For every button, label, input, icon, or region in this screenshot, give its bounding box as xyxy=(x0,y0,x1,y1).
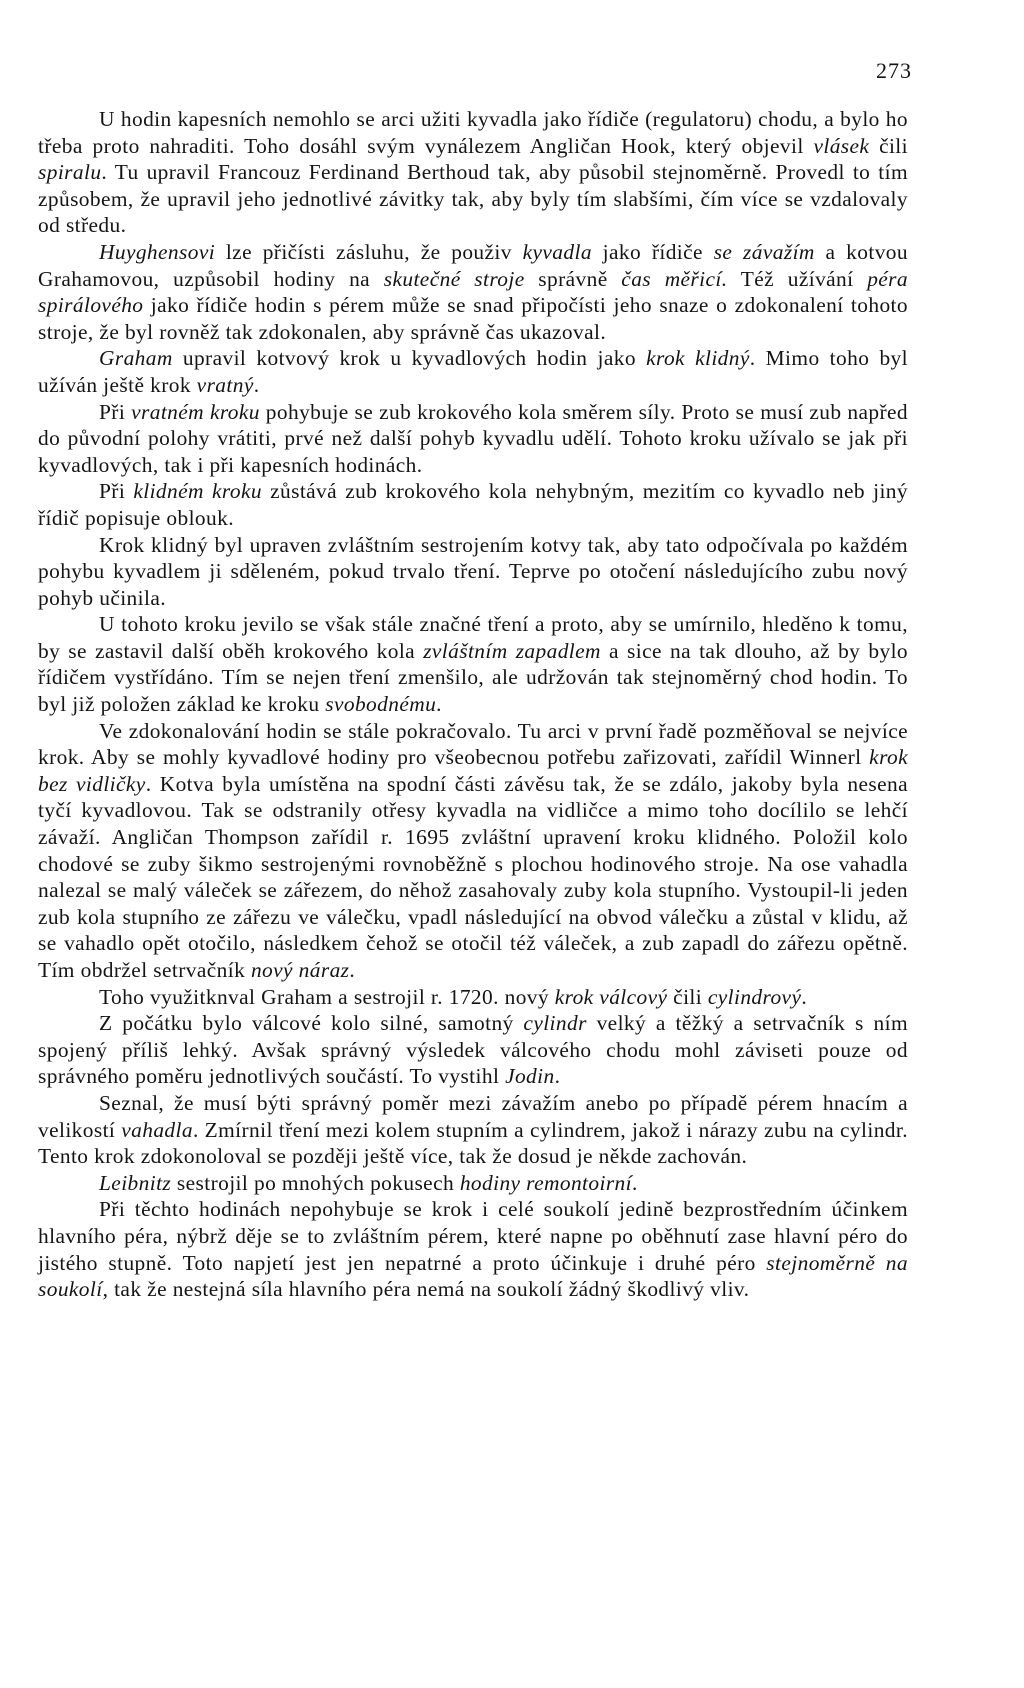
paragraph-text: čili xyxy=(667,984,708,1009)
paragraph-text: . xyxy=(253,372,260,397)
paragraph-text: . Kotva byla umístěna na spodní části závěsu tak, že se zdálo, jakoby byla nesena tyčí kyvadlovou. Tak se odstranily otřesy kyvadla na vidličce a mimo toho docílilo se lehčí závaží. Angličan Thompson zařídil r. 1695 zvláštní upravení kroku klidného. Položil kolo chodové se zuby šikmo sestrojenými rovnoběžně s plochou hodinového stroje. Na ose vahadla nalezal se malý váleček se zářezem, do něhož zasahovaly zuby kola stupního. Vystoupil-li jeden zub kola stupního ze zářezu ve válečku, vpadl následující na obvod válečku a zůstal v klidu, až se vahadlo opět otočilo, následkem čehož se otočil též váleček, a zub zapadl do zářezu opětně. Tím obdržel setrvačník xyxy=(38,771,908,982)
emphasis-text: krok bez vidličky xyxy=(38,745,908,796)
paragraph-text: správně xyxy=(524,266,622,291)
emphasis-text: nový náraz xyxy=(250,958,350,982)
para-valcovy-krok xyxy=(38,984,908,1011)
paragraph-text: . Zmírnil tření mezi kolem stupním a cylindrem, jakož i nárazy zubu na cylindr. Tento krok zdokonoloval se později ještě více, tak že dosud je někde zachován. xyxy=(38,1117,908,1169)
paragraph-text: . xyxy=(436,692,442,717)
emphasis-text: hodiny remontoirní xyxy=(459,1170,632,1195)
para-graham xyxy=(38,345,908,398)
emphasis-text: Huyghensovi xyxy=(99,239,216,264)
emphasis-text: skutečné stroje xyxy=(383,266,525,291)
paragraph-text: U tohoto kroku jevilo se však stále značné tření a proto, aby se umírnilo, hleděno k tomu, by se zastavil další oběh krokového kola xyxy=(38,612,908,663)
para-zdokonalovani xyxy=(38,718,908,984)
paragraph-text: . Tu upravil Francouz Ferdinand Berthoud tak, aby působil stejnoměrně. Provedl to tím způsobem, že upravil jeho jednotlivé závitky tak, aby byly tím slabšími, čím více se vzdalovaly od středu. xyxy=(38,160,908,238)
emphasis-text: péra spirálového xyxy=(38,266,908,318)
body-text xyxy=(38,106,908,1303)
paragraph-text: sestrojil po mnohých pokusech xyxy=(171,1170,460,1195)
emphasis-text: se závažím xyxy=(713,239,815,264)
emphasis-text: krok válcový xyxy=(554,984,668,1009)
emphasis-text: krok klidný xyxy=(646,346,750,371)
paragraph-text: Seznal, že musí býti správný poměr mezi závažím anebo po případě pérem hnacím a velikostí xyxy=(38,1090,908,1142)
paragraph-text: Při těchto hodinách nepohybuje se krok i celé soukolí jedině bezprostředním účinkem hlavního péra, nýbrž děje se to zvláštním pérem, které napne po oběhnutí zase hlavní péro do jistého stupně. Toto napjetí jest jen nepatrné a proto účinkuje i druhé péro xyxy=(38,1197,908,1275)
paragraph-text: lze přičísti zásluhu, že použiv xyxy=(215,239,523,264)
emphasis-text: vahadla xyxy=(121,1117,193,1142)
paragraph-text: zůstává zub krokového kola nehybným, mezitím co kyvadlo neb jiný řídič popisuje oblouk. xyxy=(38,479,908,530)
paragraph-text: jako řídiče hodin s pérem může se snad připočísti jeho snaze o zdokonalení tohoto stroje, že byl rovněž tak zdokonalen, aby správně čas ukazoval. xyxy=(38,293,908,344)
paragraph-text: Při xyxy=(99,399,132,424)
paragraph-text: a sice na tak dlouho, až by bylo řídičem vystřídáno. Tím se nejen tření zmenšilo, ale udržován tak stejnoměrný chod hodin. To byl již položen základ ke kroku xyxy=(38,638,909,717)
emphasis-text: Leibnitz xyxy=(99,1170,172,1195)
paragraph-text: jako řídiče xyxy=(591,239,714,264)
para-leibnitz xyxy=(38,1170,908,1197)
para-pomer xyxy=(38,1090,908,1170)
emphasis-text: vratném kroku xyxy=(131,399,260,424)
emphasis-text: Graham xyxy=(99,346,173,371)
paragraph-text: upravil kotvový krok u kyvadlových hodin jako xyxy=(172,346,647,371)
para-klidny-krok xyxy=(38,478,908,531)
paragraph-text: . xyxy=(801,984,808,1009)
para-remontoir xyxy=(38,1196,908,1302)
paragraph-text: . xyxy=(632,1170,638,1195)
page-number: 273 xyxy=(876,58,912,83)
emphasis-text: zvláštním zapadlem xyxy=(423,638,601,663)
paragraph-text: U hodin kapesních nemohlo se arci užiti kyvadla jako řídiče (regulatoru) chodu, a bylo ho třeba proto nahraditi. Toho dosáhl svým vynálezem Angličan Hook, který objevil xyxy=(38,107,908,158)
emphasis-text: vlásek xyxy=(813,133,870,158)
para-kotva xyxy=(38,532,908,612)
emphasis-text: svobodnému xyxy=(325,692,437,717)
emphasis-text: cylindr xyxy=(523,1011,587,1036)
paragraph-text: Toho využitknval Graham a sestrojil r. 1720. nový xyxy=(99,984,555,1009)
paragraph-text: . Mimo toho byl užíván ještě krok xyxy=(38,346,908,397)
para-treni xyxy=(38,611,908,717)
paragraph-text: pohybuje se zub krokového kola směrem síly. Proto se musí zub napřed do původní polohy vrátiti, prvé než další pohyb kyvadlu udělí. Tohoto kroku užívalo se jak při kyvadlových, tak i při kapesních hodinách. xyxy=(38,399,908,477)
para-hook-spiral xyxy=(38,106,908,239)
paragraph-text: Při xyxy=(99,479,134,504)
para-cylindr xyxy=(38,1010,908,1090)
emphasis-text: cylindrový xyxy=(707,984,802,1009)
para-vratny-krok xyxy=(38,399,908,479)
paragraph-text: čili xyxy=(869,133,908,158)
paragraph-text: Z počátku bylo válcové kolo silné, samotný xyxy=(99,1011,524,1036)
paragraph-text: . xyxy=(349,958,356,982)
paragraph-text: , tak že nestejná síla hlavního péra nemá na soukolí žádný škodlivý vliv. xyxy=(102,1277,750,1302)
emphasis-text: Jodin xyxy=(505,1064,555,1089)
paragraph-text: . xyxy=(554,1064,561,1089)
paragraph-text: Ve zdokonalování hodin se stále pokračovalo. Tu arci v první řadě pozměňoval se nejvíce krok. Aby se mohly kyvadlové hodiny pro všeobecnou potřebu zařizovati, zařídil Winnerl xyxy=(38,718,908,770)
emphasis-text: kyvadla xyxy=(522,239,592,264)
emphasis-text: vratný xyxy=(196,372,254,397)
emphasis-text: spiralu xyxy=(38,160,102,185)
paragraph-text: a kotvou Grahamovou, uzpůsobil hodiny na xyxy=(38,239,908,291)
paragraph-text: velký a těžký a setrvačník s ním spojený příliš lehký. Avšak správný výsledek válcového chodu mohl záviseti pouze od správného poměru jednotlivých součástí. To vystihl xyxy=(38,1011,908,1089)
emphasis-text: čas měřicí. xyxy=(621,266,728,291)
paragraph-text: Též užívání xyxy=(727,266,868,291)
para-huyghens xyxy=(38,239,908,345)
emphasis-text: klidném kroku xyxy=(133,479,262,504)
emphasis-text: stejnoměrně na soukolí xyxy=(38,1250,908,1302)
paragraph-text: Krok klidný byl upraven zvláštním sestrojením kotvy tak, aby tato odpočívala po každém pohybu kyvadlem ji sděleném, pokud trvalo tření. Teprve po otočení následujícího zubu nový pohyb učinila. xyxy=(38,532,908,610)
